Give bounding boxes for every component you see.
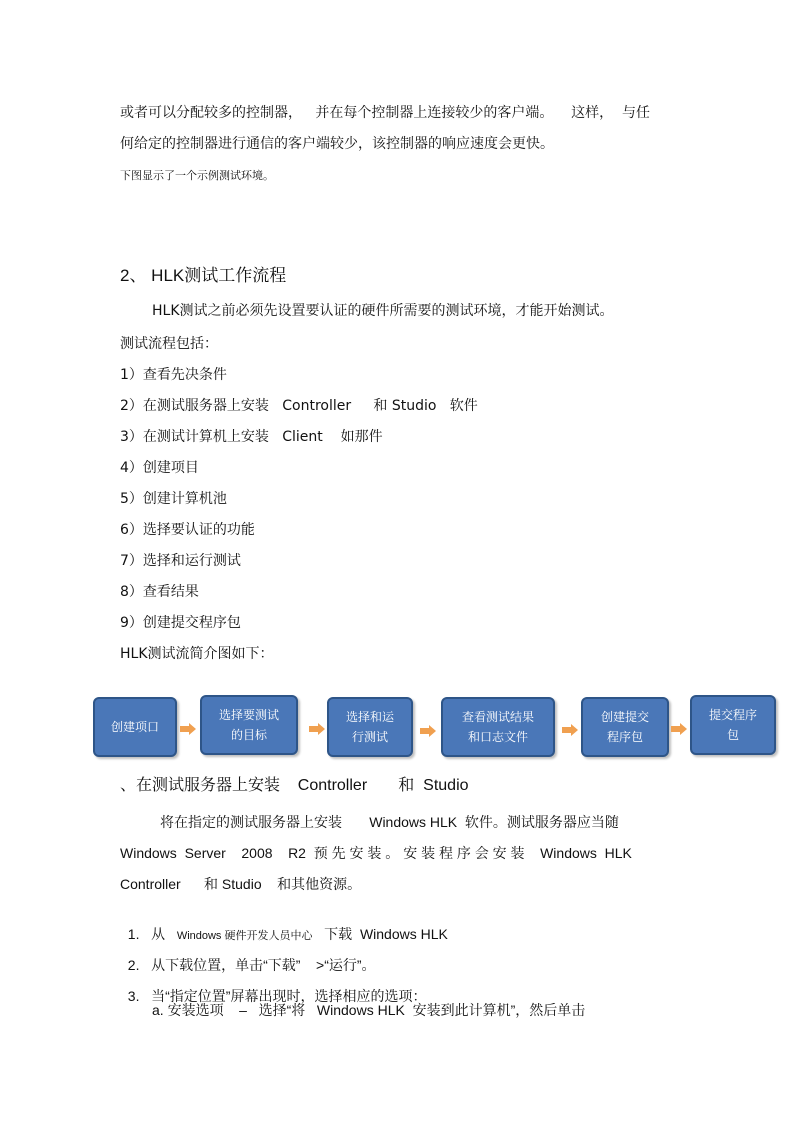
item-text: 当“指定位置”屏幕出现时，选择相应的选项： [151,988,427,1004]
list-item: 2）在测试服务器上安装 Controller 和 Studio 软件 [120,398,478,414]
flow-box-create-package [581,697,669,757]
paragraph-line: Windows Server 2008 R2 预 先 安 装 。 安 装 程 序 会 安 装 Windows HLK [120,845,632,861]
arrow-right-icon [562,724,578,736]
paragraph-line: Controller 和 Studio 和其他资源。 [120,876,362,892]
list-intro: 测试流程包括： [120,336,218,352]
flow-box-label: 程序包 [606,730,643,744]
paragraph-line: 将在指定的测试服务器上安装 Windows HLK 软件。测试服务器应当随 [160,814,619,830]
list-item: 1）查看先决条件 [120,367,227,383]
numbered-item [120,969,426,1005]
item-text: 从 [151,926,166,942]
item-number: 2. [127,957,140,973]
item-text-small: Windows 硬件开发人员中心 [176,930,313,942]
paragraph-line: 下图显示了一个示例测试环境。 [120,169,274,182]
flow-box-label: 选择要测试 [218,708,279,722]
paragraph-line: 或者可以分配较多的控制器， 并在每个控制器上连接较少的客户端。 这样， 与任 [120,105,651,121]
flow-box-select-target [200,695,298,755]
arrow-right-icon [671,723,687,735]
flow-box-label: 查看测试结果 [461,710,534,724]
arrow-right-icon [420,725,436,737]
paragraph-line: 何给定的控制器进行通信的客户端较少，该控制器的响应速度会更快。 [120,136,554,152]
flow-box-create-project [93,697,177,757]
list-item: 7）选择和运行测试 [120,553,241,569]
list-item: 5）创建计算机池 [120,491,227,507]
item-number: 1. [127,926,140,942]
flow-box-label: 包 [726,728,739,742]
diagram-caption: HLK测试流简介图如下： [120,646,274,662]
list-item: 3）在测试计算机上安装 Client 如那件 [120,429,383,445]
arrow-right-icon [309,723,325,735]
flow-box-label: 的目标 [230,728,267,742]
section-intro: HLK测试之前必须先设置要认证的硬件所需要的测试环境，才能开始测试。 [152,303,614,319]
flow-box-label: 选择和运 [345,710,394,724]
flow-box-view-results [441,697,555,757]
list-item: 4）创建项目 [120,460,199,476]
flow-box-run-tests [327,697,413,757]
flow-box-label: 提交程序 [708,708,757,722]
section-heading: 、在测试服务器上安装 Controller 和 Studio [120,777,469,794]
list-item: 6）选择要认证的功能 [120,522,255,538]
flow-box-submit-package [690,695,776,755]
flow-box-label: 创建提交 [600,710,649,724]
list-item: 8）查看结果 [120,584,199,600]
item-text: 从下载位置，单击“下载” >“运行”。 [151,957,376,973]
flow-box-label: 行测试 [351,730,388,744]
item-text: 下载 Windows HLK [324,926,448,942]
list-item: 9）创建提交程序包 [120,615,241,631]
flow-box-label: 创建项口 [110,720,159,734]
sub-item: a. 安装选项 – 选择“将 Windows HLK 安装到此计算机”，然后单击 [152,1002,586,1018]
item-number: 3. [127,988,140,1004]
arrow-right-icon [180,723,196,735]
flow-box-label: 和口志文件 [467,730,528,744]
section-heading: 2、 HLK测试工作流程 [120,266,287,285]
